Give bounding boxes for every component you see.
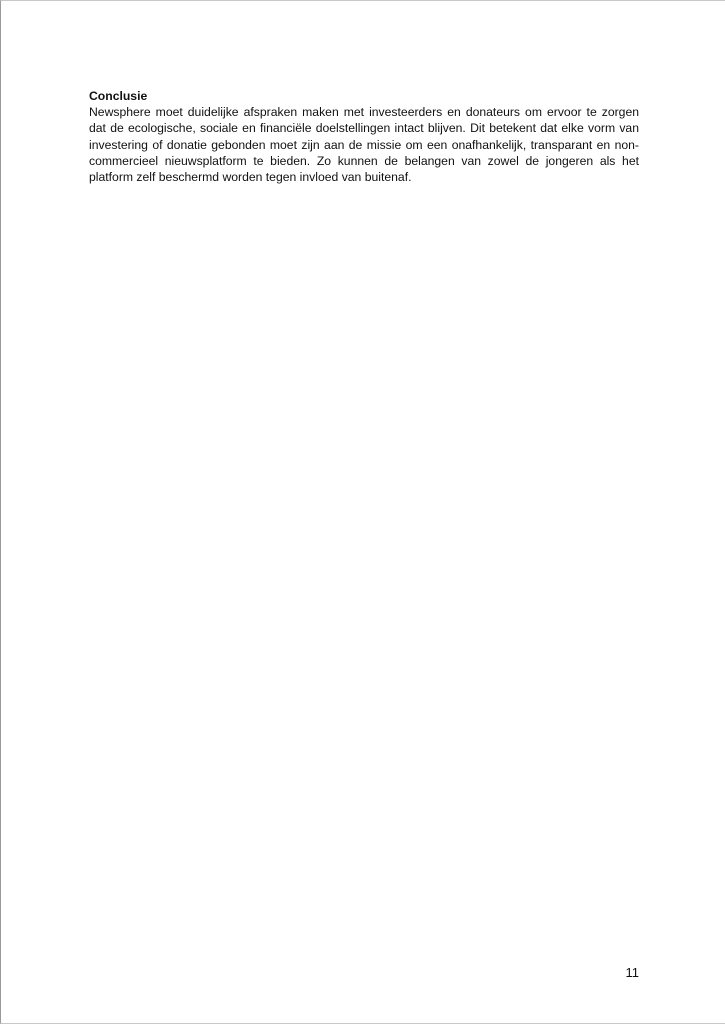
section-heading: Conclusie [89, 89, 148, 103]
conclusion-paragraph: Newsphere moet duidelijke afspraken maken met investeerders en donateurs om ervoor te zorgen dat de ecologische, sociale en financiële doelstellingen intact blijven. Dit betekent dat elke vorm van investering of donatie gebonden moet zijn aan de missie om een onafhankelijk, transparant en non-commercieel nieuwsplatform te bieden. Zo kunnen de belangen van zowel de jongeren als het platform zelf beschermd worden tegen invloed van buitenaf. [89, 105, 639, 185]
page-number: 11 [625, 965, 639, 980]
page-content [89, 88, 639, 185]
